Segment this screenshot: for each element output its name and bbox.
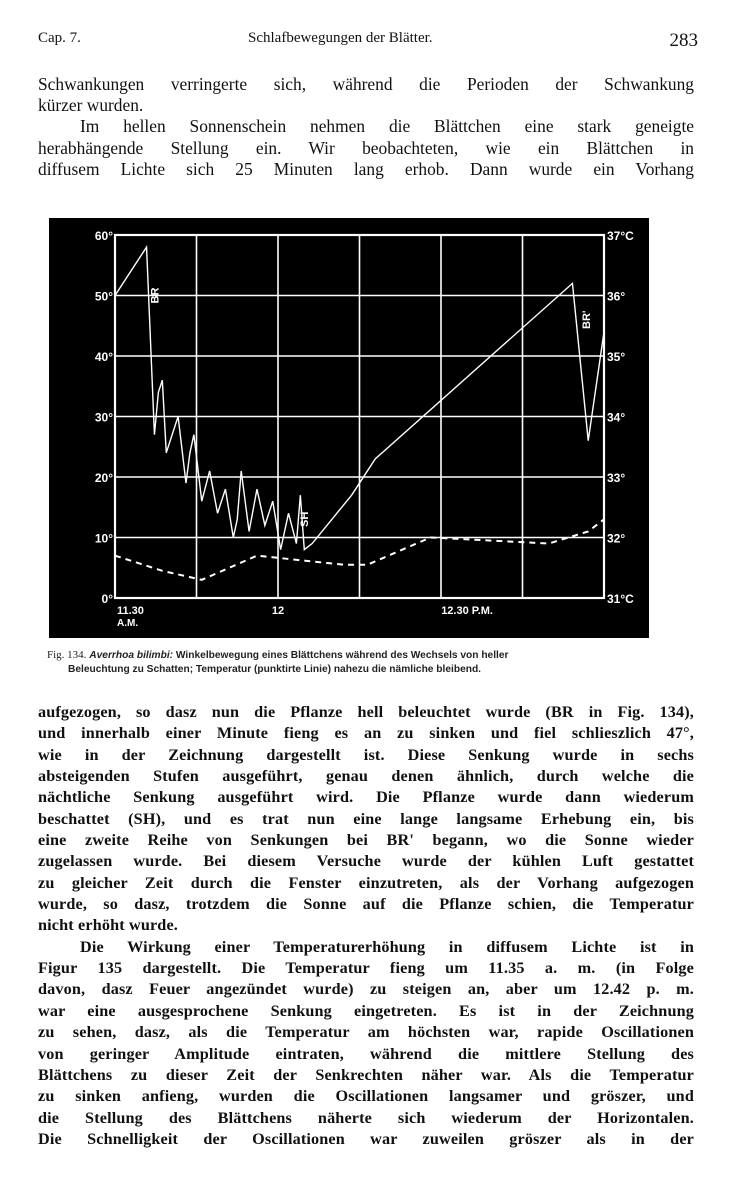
text-line: diffusem Lichte sich 25 Minuten lang erhob. Dann wurde ein Vorhang: [38, 158, 694, 179]
text-line: beschattet (SH), und es trat nun eine lange langsame Erhebung ein, bis: [38, 809, 694, 828]
figure-134-chart: [49, 218, 649, 638]
running-title: Schlafbewegungen der Blätter.: [248, 30, 433, 46]
right-axis-tick-label: 36°: [607, 289, 626, 304]
text-line: zu sehen, dasz, als die Temperatur am höchsten war, rapide Oscillationen: [38, 1023, 694, 1042]
chart-svg: [49, 218, 649, 638]
text-line: eine zweite Reihe von Senkungen bei BR' begann, wo die Sonne wieder: [38, 831, 694, 850]
left-axis-tick-label: 10°: [94, 531, 113, 546]
text-line: Die Wirkung einer Temperaturerhöhung in diffusem Lichte ist in: [80, 937, 694, 956]
left-axis-tick-label: 50°: [94, 289, 113, 304]
right-axis-tick-label: 37°C: [607, 229, 634, 243]
chart-labels: [95, 229, 634, 629]
text-line: nächtliche Senkung ausgeführt wird. Die Pflanze wurde dann wiederum: [38, 788, 694, 807]
text-line: zu gleicher Zeit durch die Fenster einzutreten, als der Vorhang aufgezogen: [38, 873, 694, 892]
annotation-BR-prime: BR': [580, 310, 593, 329]
text-line: wie in der Zeichnung dargestellt ist. Diese Senkung wurde in sechs: [38, 745, 694, 764]
text-line: Im hellen Sonnenschein nehmen die Blättchen eine stark geneigte: [80, 116, 694, 137]
x-axis-tick-label: 12.30 P.M.: [441, 605, 493, 617]
figure-number: Fig. 134.: [47, 649, 87, 661]
text-line: kürzer wurden.: [38, 95, 144, 116]
species-name: Averrhoa bilimbi:: [89, 650, 174, 661]
left-axis-tick-label: 0°: [101, 592, 113, 606]
text-line: Schwankungen verringerte sich, während die Perioden der Schwankung: [38, 74, 694, 94]
text-line: von geringer Amplitude eintraten, während die mittlere Stellung des: [38, 1044, 694, 1063]
caption-line-2: Beleuchtung zu Schatten; Temperatur (punktirte Linie) nahezu die nämliche bleibend.: [68, 664, 482, 675]
text-line: herabhängende Stellung ein. Wir beobachteten, wie ein Blättchen in: [38, 137, 694, 158]
paragraph-bottom: [38, 702, 694, 1150]
left-axis-tick-label: 60°: [94, 229, 113, 243]
text-line: Blättchens zu dieser Zeit der Senkrechten näher war. Als die Temperatur: [38, 1065, 694, 1084]
paragraph-top: [38, 74, 694, 180]
chapter-label: Cap. 7.: [38, 30, 81, 46]
figure-caption: [47, 648, 659, 677]
caption-line-1: Winkelbewegung eines Blättchens während des Wechsels von heller: [175, 650, 509, 661]
right-axis-tick-label: 34°: [607, 410, 626, 425]
right-axis-tick-label: 35°: [607, 350, 626, 364]
text-line: nicht erhöht wurde.: [38, 916, 178, 935]
text-line: war eine ausgesprochene Senkung eingetreten. Es ist in der Zeichnung: [38, 1001, 694, 1020]
text-line: absteigenden Stufen ausgeführt, genau denen ähnlich, durch welche die: [38, 767, 694, 786]
right-axis-tick-label: 33°: [607, 471, 626, 485]
text-line: Figur 135 dargestellt. Die Temperatur fieng um 11.35 a. m. (in Folge: [38, 959, 694, 978]
text-line: aufgezogen, so dasz nun die Pflanze hell beleuchtet wurde (BR in Fig. 134),: [38, 703, 694, 721]
left-axis-tick-label: 20°: [94, 471, 113, 485]
x-axis-tick-label: A.M.: [117, 618, 139, 629]
text-line: davon, dasz Feuer angezündet wurde) zu steigen an, aber um 12.42 p. m.: [38, 980, 694, 999]
left-axis-tick-label: 30°: [94, 410, 113, 425]
annotation-SH: SH: [299, 511, 312, 527]
text-line: zu sinken anfieng, wurden die Oscillationen langsamer und gröszer, und: [38, 1087, 694, 1106]
text-line: und innerhalb einer Minute fieng es an zu sinken und fiel schlieszlich 47°,: [38, 724, 694, 743]
running-header: [38, 30, 698, 56]
text-line: Die Schnelligkeit der Oscillationen war zuweilen gröszer als in der: [38, 1129, 694, 1148]
annotation-BR: BR: [149, 287, 162, 304]
x-axis-tick-label: 11.30: [117, 605, 144, 617]
text-line: wurde, so dasz, trotzdem die Sonne auf die Pflanze schien, die Temperatur: [38, 895, 694, 914]
right-axis-tick-label: 31°C: [607, 592, 634, 606]
page-number: 283: [669, 30, 698, 51]
text-line: zugelassen wurde. Bei diesem Versuche wurde der kühlen Luft gestattet: [38, 852, 694, 871]
x-axis-tick-label: 12: [271, 605, 285, 617]
left-axis-tick-label: 40°: [94, 350, 113, 364]
text-line: die Stellung des Blättchens näherte sich wiederum der Horizontalen.: [38, 1108, 694, 1127]
right-axis-tick-label: 32°: [607, 531, 626, 546]
